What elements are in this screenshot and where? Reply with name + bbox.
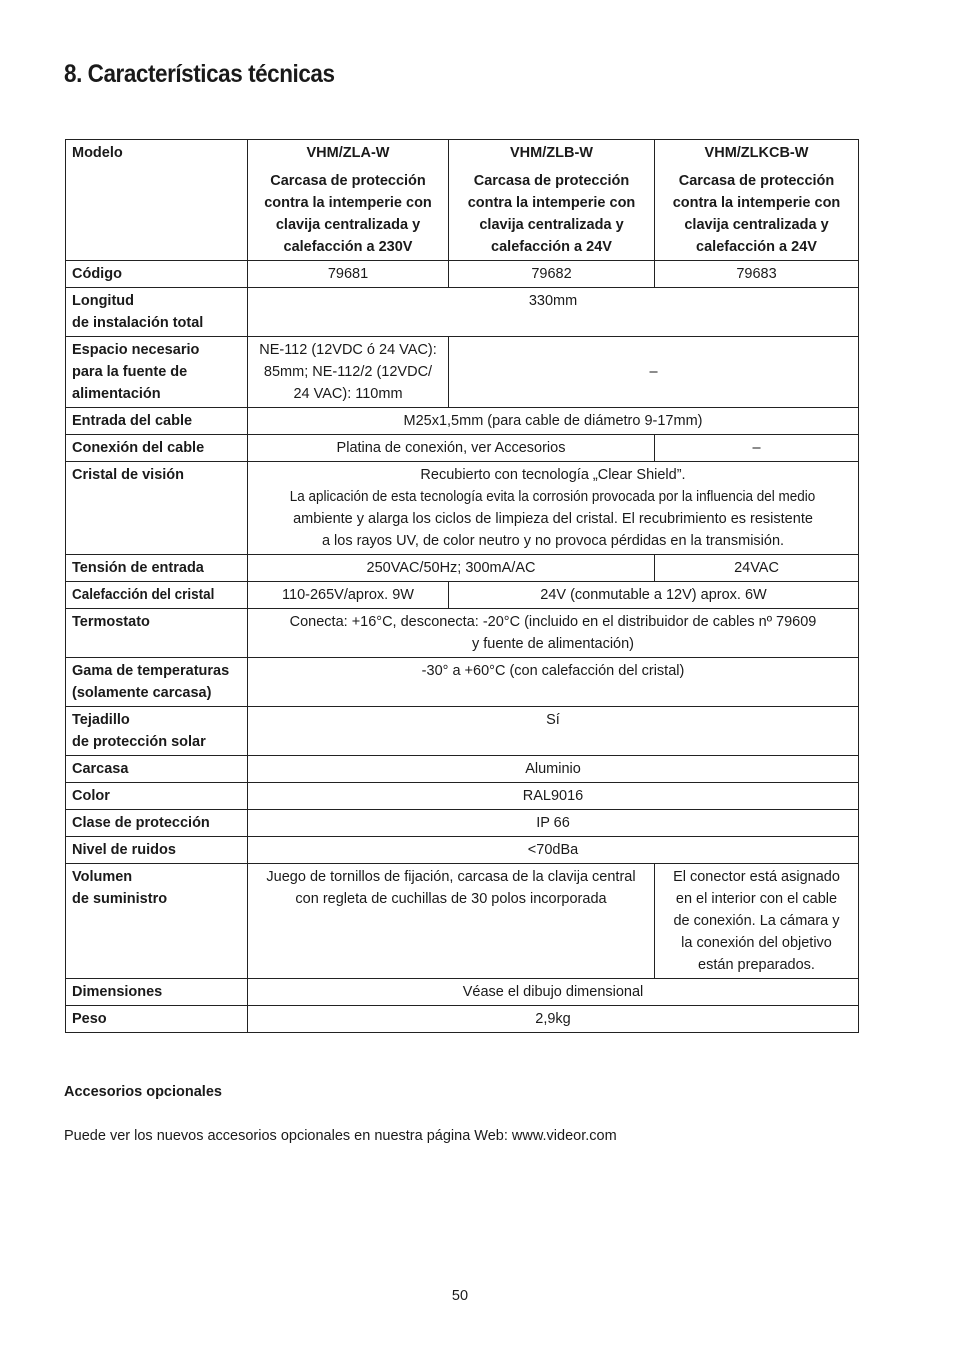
- cell-line: en el interior con el cable: [675, 891, 838, 907]
- model-desc-line: contra la intemperie con: [264, 195, 432, 211]
- table-cell: Platina de conexión, ver Accesorios: [248, 435, 655, 462]
- label-line: Longitud: [72, 293, 135, 309]
- label-line: Espacio necesario: [72, 342, 200, 358]
- table-cell: 79683: [655, 261, 859, 288]
- row-label-color: Color: [66, 783, 248, 810]
- table-cell: -30° a +60°C (con calefacción del cristal): [248, 658, 859, 707]
- table-cell: [248, 337, 449, 408]
- page-number: 50: [451, 1288, 469, 1304]
- table-cell: 24V (conmutable a 12V) aprox. 6W: [449, 582, 859, 609]
- label-line: para la fuente de: [72, 364, 188, 380]
- cell-line: El conector está asignado: [673, 869, 840, 885]
- table-cell: 2,9kg: [248, 1006, 859, 1033]
- table-cell: 250VAC/50Hz; 300mA/AC: [248, 555, 655, 582]
- table-cell: [248, 462, 859, 555]
- label-line: de suministro: [72, 891, 168, 907]
- model-name: VHM/ZLKCB-W: [704, 145, 809, 161]
- row-label-termostato: Termostato: [66, 609, 248, 658]
- cell-line: Conecta: +16°C, desconecta: -20°C (incluido en el distribuidor de cables nº 79609: [289, 614, 817, 630]
- model-desc-line: calefacción a 24V: [491, 239, 612, 255]
- row-label-entrada: Entrada del cable: [66, 408, 248, 435]
- cell-line: ambiente y alarga los ciclos de limpieza del cristal. El recubrimiento es resistente: [293, 511, 813, 527]
- cell-line: la conexión del objetivo: [681, 935, 832, 951]
- table-row: [66, 658, 859, 707]
- model-desc-line: Carcasa de protección: [473, 173, 630, 189]
- cell-line: y fuente de alimentación): [471, 636, 634, 652]
- table-cell: [248, 864, 655, 979]
- table-row: [66, 864, 859, 979]
- label-line: Tejadillo: [72, 712, 130, 728]
- table-cell: M25x1,5mm (para cable de diámetro 9-17mm): [248, 408, 859, 435]
- cell-line: de conexión. La cámara y: [673, 913, 840, 929]
- row-label-dimensiones: Dimensiones: [66, 979, 248, 1006]
- table-cell: 79681: [248, 261, 449, 288]
- cell-line: a los rayos UV, de color neutro y no provoca pérdidas en la transmisión.: [321, 533, 785, 549]
- model-desc-line: clavija centralizada y: [684, 217, 829, 233]
- model-desc-line: calefacción a 24V: [696, 239, 817, 255]
- model-name: VHM/ZLB-W: [510, 145, 593, 161]
- table-cell: RAL9016: [248, 783, 859, 810]
- table-cell: Véase el dibujo dimensional: [248, 979, 859, 1006]
- table-row: [66, 555, 859, 582]
- row-label-volumen: [66, 864, 248, 979]
- table-row: [66, 582, 859, 609]
- model-header-1: [248, 140, 449, 261]
- cell-line: Juego de tornillos de fijación, carcasa de la clavija central: [266, 869, 636, 885]
- table-cell: 110-265V/aprox. 9W: [248, 582, 449, 609]
- model-desc-line: contra la intemperie con: [672, 195, 841, 211]
- label-line: Volumen: [72, 869, 133, 885]
- table-row: [66, 837, 859, 864]
- table-row: [66, 140, 859, 261]
- table-cell: IP 66: [248, 810, 859, 837]
- cell-line: Recubierto con tecnología „Clear Shield”.: [420, 467, 686, 483]
- table-row: [66, 810, 859, 837]
- label-line: alimentación: [72, 386, 161, 402]
- table-row: [66, 609, 859, 658]
- model-desc-line: clavija centralizada y: [479, 217, 624, 233]
- model-desc-line: clavija centralizada y: [275, 217, 421, 233]
- row-label-nivel: Nivel de ruidos: [66, 837, 248, 864]
- label-line: de protección solar: [72, 734, 206, 750]
- accessories-text: Puede ver los nuevos accesorios opcionales en nuestra página Web: www.videor.com: [64, 1128, 617, 1144]
- row-label-tension: Tensión de entrada: [66, 555, 248, 582]
- model-desc-line: contra la intemperie con: [467, 195, 636, 211]
- model-header-2: [449, 140, 655, 261]
- cell-line: 24 VAC): 110mm: [293, 386, 403, 402]
- page-title: 8. Características técnicas: [64, 60, 335, 88]
- table-cell: –: [449, 337, 859, 408]
- table-row: [66, 408, 859, 435]
- cell-line: [254, 486, 852, 508]
- row-label-codigo: Código: [66, 261, 248, 288]
- accessories-heading: Accesorios opcionales: [64, 1084, 222, 1100]
- table-row: [66, 462, 859, 555]
- model-desc-line: Carcasa de protección: [678, 173, 835, 189]
- label-text: Calefacción del cristal: [72, 587, 215, 603]
- table-cell: Sí: [248, 707, 859, 756]
- cell-line: NE-112 (12VDC ó 24 VAC):: [259, 342, 437, 358]
- label-line: Gama de temperaturas: [72, 663, 230, 679]
- table-row: [66, 1006, 859, 1033]
- table-row: [66, 756, 859, 783]
- cell-line: están preparados.: [698, 957, 815, 973]
- row-label-conexion: Conexión del cable: [66, 435, 248, 462]
- cell-line: 85mm; NE-112/2 (12VDC/: [263, 364, 433, 380]
- label-line: de instalación total: [72, 315, 204, 331]
- table-cell: [655, 864, 859, 979]
- row-label-peso: Peso: [66, 1006, 248, 1033]
- row-label-tejadillo: [66, 707, 248, 756]
- model-name: VHM/ZLA-W: [306, 145, 390, 161]
- row-label-gama: [66, 658, 248, 707]
- table-cell: <70dBa: [248, 837, 859, 864]
- cell-line: con regleta de cuchillas de 30 polos incorporada: [295, 891, 607, 907]
- label-line: (solamente carcasa): [72, 685, 212, 701]
- table-cell: –: [655, 435, 859, 462]
- table-row: [66, 783, 859, 810]
- row-label-calefaccion: [66, 582, 248, 609]
- row-label-carcasa: Carcasa: [66, 756, 248, 783]
- row-label-modelo: Modelo: [66, 140, 248, 261]
- model-desc-line: calefacción a 230V: [283, 239, 413, 255]
- table-cell: 79682: [449, 261, 655, 288]
- specifications-table: [65, 139, 859, 1033]
- row-label-cristal: Cristal de visión: [66, 462, 248, 555]
- cell-text: La aplicación de esta tecnología evita la corrosión provocada por la influencia del medio: [290, 489, 816, 505]
- model-desc-line: Carcasa de protección: [270, 173, 426, 189]
- row-label-longitud: [66, 288, 248, 337]
- table-cell: Aluminio: [248, 756, 859, 783]
- table-cell: [248, 609, 859, 658]
- row-label-clase: Clase de protección: [66, 810, 248, 837]
- table-row: [66, 979, 859, 1006]
- row-label-espacio: [66, 337, 248, 408]
- table-cell: 24VAC: [655, 555, 859, 582]
- table-row: [66, 261, 859, 288]
- table-row: [66, 707, 859, 756]
- table-cell: 330mm: [248, 288, 859, 337]
- table-row: [66, 288, 859, 337]
- table-row: [66, 435, 859, 462]
- model-header-3: [655, 140, 859, 261]
- table-row: [66, 337, 859, 408]
